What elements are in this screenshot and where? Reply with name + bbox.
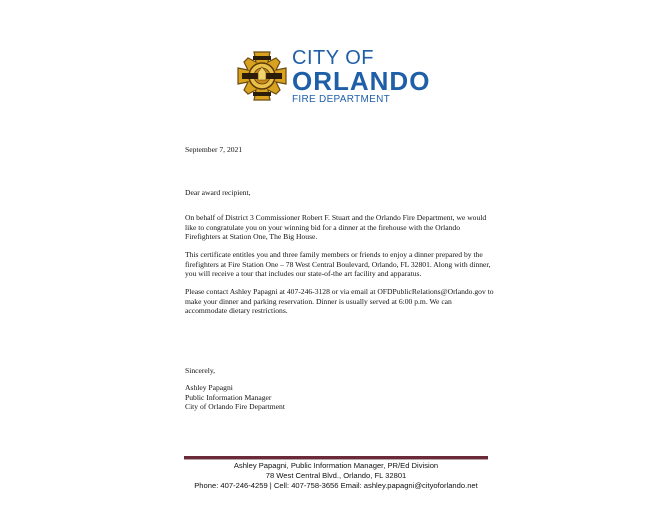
signature-organization: City of Orlando Fire Department [185,402,285,412]
brand-orlando: ORLANDO [292,66,431,96]
footer-contact [180,461,492,490]
letter-paragraph-3 [185,287,495,316]
footer-line-contact: Phone: 407-246-4259 | Cell: 407-758-3656 Email: ashley.papagni@cityoforlando.net [194,480,478,490]
paragraph-text: On behalf of District 3 Commissioner Robert F. Stuart and the Orlando Fire Department, we would like to congratulate you on your winning bid for a dinner at the firehouse with the Orlando Firefighters at Station One, The Big House. [185,213,487,242]
fire-department-badge-icon [236,50,288,102]
letter-date [185,145,495,155]
closing-text: Sincerely, [185,366,216,375]
signature-title: Public Information Manager [185,392,272,402]
signature-block [185,383,495,412]
brand-fire-department: FIRE DEPARTMENT [292,94,391,105]
footer-line-address: 78 West Central Blvd., Orlando, FL 32801 [265,470,407,480]
letter-salutation [185,188,495,198]
date-text: September 7, 2021 [185,145,243,154]
footer-divider-shadow [184,459,488,460]
letter-paragraph-1 [185,213,495,242]
letterhead-brand [292,48,430,106]
letter-paragraph-2 [185,250,495,279]
brand-city-of: CITY OF [292,47,375,69]
footer-line-name: Ashley Papagni, Public Information Manager, PR/Ed Division [233,461,439,470]
letter-closing [185,366,495,376]
signature-name: Ashley Papagni [185,383,233,392]
paragraph-text: Please contact Ashley Papagni at 407-246-3128 or via email at OFDPublicRelations@Orlando.gov to make your dinner and parking reservation. Dinner is usually served at 6:00 p.m. We can accommodate dietary restrictions. [185,287,494,316]
salutation-text: Dear award recipient, [185,188,251,197]
paragraph-text: This certificate entitles you and three family members or friends to enjoy a dinner prepared by the firefighters at Fire Station One – 78 West Central Boulevard, Orlando, FL 32801. Along with dinner, you will receive a tour that includes our state-of-the art facility and apparatus. [185,250,491,279]
